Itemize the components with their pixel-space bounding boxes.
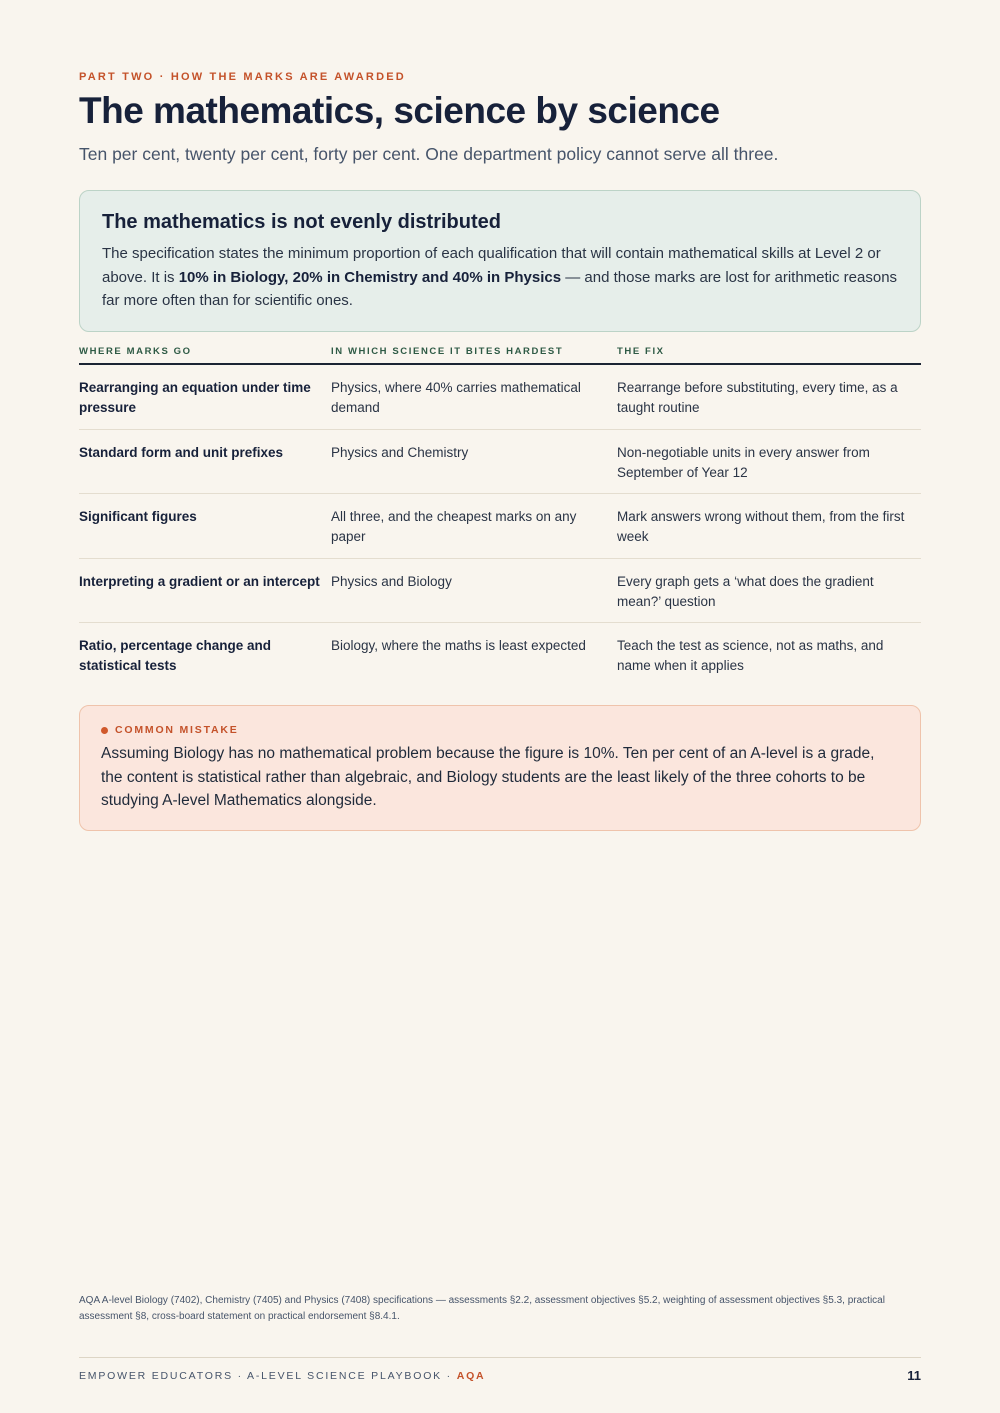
column-header-where: WHERE MARKS GO — [79, 346, 192, 357]
cell-fix: Non-negotiable units in every answer from September of Year 12 — [617, 444, 870, 480]
table-row — [79, 365, 921, 430]
cell-where: Ratio, percentage change and statistical tests — [79, 638, 272, 674]
cell-science: Physics and Chemistry — [331, 444, 469, 460]
page — [79, 0, 921, 1413]
cell-science: All three, and the cheapest marks on any paper — [331, 509, 577, 545]
mistake-label-text: COMMON MISTAKE — [115, 724, 239, 736]
mistake-text: Assuming Biology has no mathematical problem because the figure is 10%. Ten per cent of an A-level is a grade, the content is statistical rather than algebraic, and Biology students are the least likely of the three cohorts to be studying A-level Mathematics alongside. — [101, 745, 875, 809]
cell-fix: Rearrange before substituting, every time, as a taught routine — [617, 380, 898, 415]
bullet-dot-icon — [101, 727, 108, 734]
callout-text-bold: 10% in Biology, 20% in Chemistry and 40% in Physics — [178, 268, 562, 286]
cell-fix: Every graph gets a ‘what does the gradient mean?’ question — [617, 573, 874, 609]
sources-note: AQA A-level Biology (7402), Chemistry (7405) and Physics (7408) specifications — assessments §2.2, assessment objectives §5.2, weighting of assessment objectives §5.3, practical assessment §8, cross-board statement on practical endorsement §8.4.1. — [79, 1295, 885, 1322]
column-header-science: IN WHICH SCIENCE IT BITES HARDEST — [331, 346, 564, 357]
cell-where: Standard form and unit prefixes — [79, 444, 284, 460]
table-row — [79, 494, 921, 559]
callout-heading: The mathematics is not evenly distributed — [102, 211, 501, 233]
footer-brand-text: EMPOWER EDUCATORS · A-LEVEL SCIENCE PLAYBOOK · — [79, 1369, 457, 1382]
cell-science: Physics and Biology — [331, 573, 452, 589]
page-subtitle: Ten per cent, twenty per cent, forty per cent. One department policy cannot serve all three. — [79, 144, 779, 164]
mistake-label — [101, 724, 899, 736]
section-eyebrow: PART TWO · HOW THE MARKS ARE AWARDED — [79, 71, 406, 83]
cell-fix: Mark answers wrong without them, from the first week — [617, 509, 905, 545]
cell-where: Interpreting a gradient or an intercept — [79, 573, 320, 589]
callout-text-after: — and those marks are lost for arithmetic reasons far more often than for scientific ones. — [102, 268, 898, 309]
cell-science: Physics, where 40% carries mathematical demand — [331, 380, 581, 415]
callout-text — [102, 242, 898, 313]
footer-brand — [79, 1370, 485, 1382]
table-row — [79, 559, 921, 624]
cell-where: Significant figures — [79, 509, 197, 525]
page-footer — [79, 1357, 921, 1383]
marks-table — [79, 346, 921, 688]
info-callout — [79, 190, 921, 332]
cell-science: Biology, where the maths is least expected — [331, 638, 586, 654]
page-title: The mathematics, science by science — [79, 90, 720, 131]
cell-fix: Teach the test as science, not as maths, and name when it applies — [617, 638, 884, 674]
page-number: 11 — [907, 1368, 921, 1383]
table-header — [79, 346, 921, 365]
column-header-fix: THE FIX — [617, 346, 665, 357]
callout-text-before: The specification states the minimum proportion of each qualification that will contain mathematical skills at Level 2 or above. It is — [102, 245, 881, 286]
footer-brand-accent: AQA — [456, 1369, 486, 1382]
cell-where: Rearranging an equation under time pressure — [79, 380, 311, 415]
table-row — [79, 430, 921, 495]
table-row — [79, 623, 921, 688]
common-mistake-callout — [79, 705, 921, 831]
